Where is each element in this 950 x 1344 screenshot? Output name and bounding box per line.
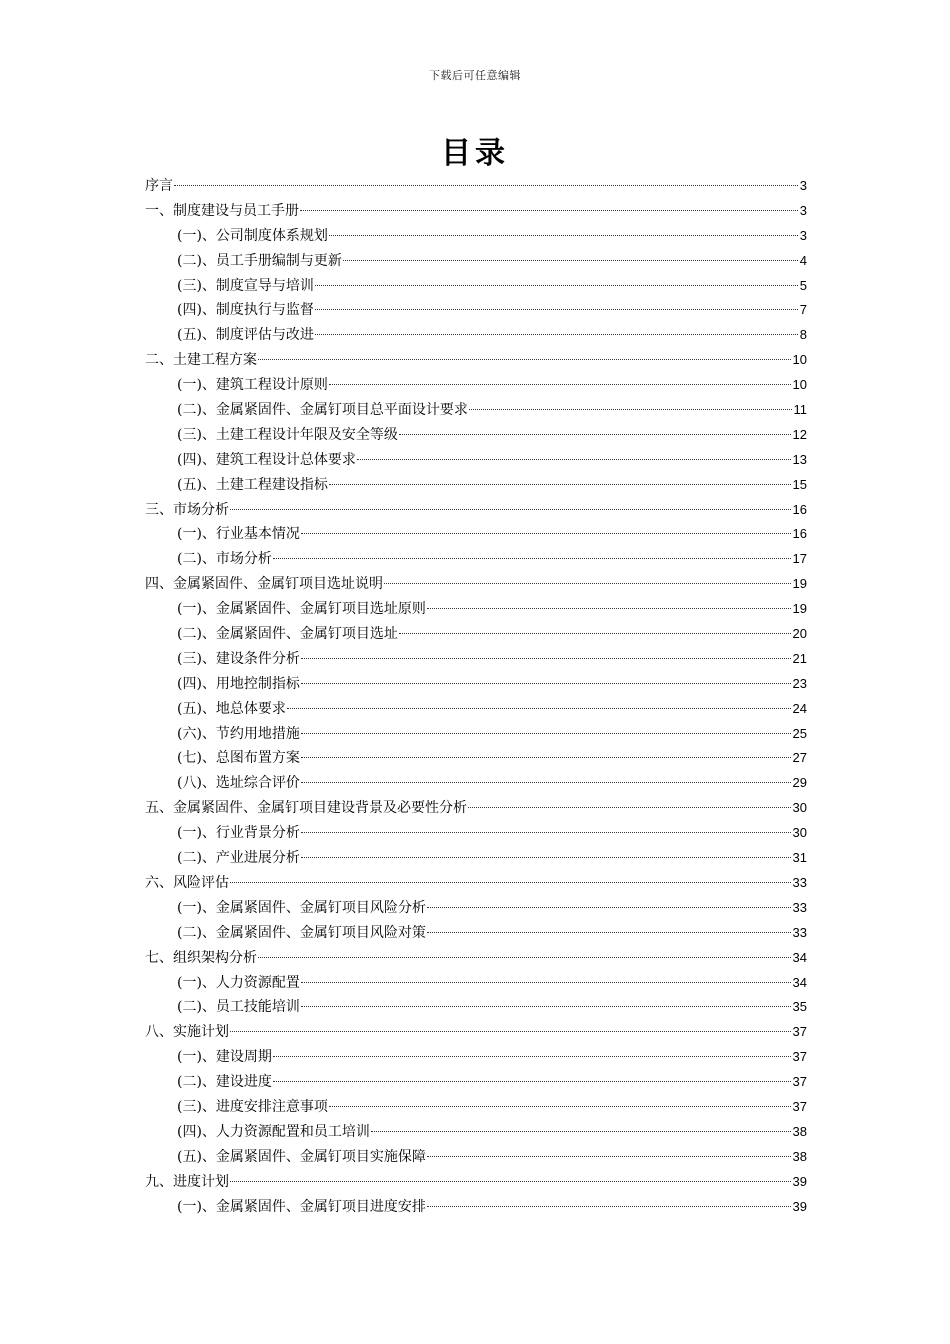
toc-entry-page-number: 15	[792, 476, 807, 492]
toc-entry[interactable]	[145, 298, 807, 323]
toc-entry-title: 四、金属紧固件、金属钉项目选址说明	[145, 576, 383, 593]
toc-entry-page-number: 16	[792, 526, 807, 542]
dot-leader	[230, 882, 791, 883]
toc-entry-title: (一)、金属紧固件、金属钉项目选址原则	[177, 601, 426, 618]
dot-leader	[301, 982, 791, 983]
toc-entry[interactable]	[145, 622, 807, 647]
toc-entry-title: (二)、金属紧固件、金属钉项目选址	[177, 626, 398, 643]
dot-leader	[301, 782, 791, 783]
toc-entry-title: (一)、行业背景分析	[177, 825, 300, 842]
dot-leader	[258, 359, 791, 360]
toc-entry[interactable]	[145, 722, 807, 747]
toc-entry[interactable]	[145, 398, 807, 423]
dot-leader	[343, 260, 798, 261]
toc-entry-title: 九、进度计划	[145, 1173, 229, 1190]
toc-entry-title: (八)、选址综合评价	[177, 775, 300, 792]
dot-leader	[273, 1081, 791, 1082]
toc-entry[interactable]	[145, 672, 807, 697]
dot-leader	[357, 459, 791, 460]
toc-entry-title: (一)、行业基本情况	[177, 526, 300, 543]
toc-entry-title: (三)、建设条件分析	[177, 650, 300, 667]
dot-leader	[329, 1106, 791, 1107]
toc-entry[interactable]	[145, 796, 807, 821]
toc-entry[interactable]	[145, 224, 807, 249]
toc-entry-page-number: 30	[792, 825, 807, 841]
toc-entry[interactable]	[145, 323, 807, 348]
toc-entry[interactable]	[145, 249, 807, 274]
toc-entry-page-number: 31	[792, 850, 807, 866]
toc-entry-page-number: 37	[792, 1098, 807, 1114]
toc-entry-title: (二)、员工手册编制与更新	[177, 252, 342, 269]
toc-entry[interactable]	[145, 871, 807, 896]
toc-entry[interactable]	[145, 697, 807, 722]
toc-entry-title: (二)、金属紧固件、金属钉项目总平面设计要求	[177, 402, 468, 419]
toc-entry-title: 八、实施计划	[145, 1024, 229, 1041]
toc-entry-title: (七)、总图布置方案	[177, 750, 300, 767]
toc-entry-title: 七、组织架构分析	[145, 949, 257, 966]
toc-entry[interactable]	[145, 572, 807, 597]
toc-entry-page-number: 37	[792, 1074, 807, 1090]
toc-entry-page-number: 19	[792, 576, 807, 592]
toc-entry-title: 六、风险评估	[145, 874, 229, 891]
toc-entry-page-number: 33	[792, 899, 807, 915]
toc-entry-page-number: 21	[792, 650, 807, 666]
toc-entry-title: 一、制度建设与员工手册	[145, 202, 299, 219]
toc-entry[interactable]	[145, 522, 807, 547]
table-of-contents	[145, 174, 807, 1219]
toc-entry-page-number: 3	[799, 178, 807, 193]
toc-entry-title: 序言	[145, 178, 173, 194]
toc-entry-page-number: 5	[799, 277, 807, 293]
toc-entry-page-number: 3	[799, 227, 807, 243]
toc-entry[interactable]	[145, 423, 807, 448]
toc-entry-page-number: 37	[792, 1024, 807, 1040]
toc-entry[interactable]	[145, 971, 807, 996]
toc-entry-page-number: 35	[792, 999, 807, 1015]
toc-entry-page-number: 29	[792, 775, 807, 791]
dot-leader	[258, 957, 791, 958]
toc-entry-page-number: 38	[792, 1123, 807, 1139]
toc-entry[interactable]	[145, 946, 807, 971]
toc-entry-title: (五)、金属紧固件、金属钉项目实施保障	[177, 1148, 426, 1165]
dot-leader	[174, 185, 798, 186]
dot-leader	[301, 533, 791, 534]
toc-entry-title: (六)、节约用地措施	[177, 725, 300, 742]
toc-entry-page-number: 27	[792, 750, 807, 766]
toc-entry-title: (一)、建设周期	[177, 1049, 272, 1066]
toc-title: 目录	[441, 136, 509, 171]
dot-leader	[384, 583, 791, 584]
toc-entry[interactable]	[145, 1195, 807, 1220]
toc-entry-page-number: 33	[792, 874, 807, 890]
toc-entry-title: (四)、人力资源配置和员工培训	[177, 1123, 370, 1140]
dot-leader	[469, 409, 792, 410]
toc-entry[interactable]	[145, 821, 807, 846]
toc-entry-page-number: 20	[792, 626, 807, 642]
toc-entry-title: (三)、制度宣导与培训	[177, 277, 314, 294]
toc-entry[interactable]	[145, 1095, 807, 1120]
toc-entry-page-number: 13	[792, 451, 807, 467]
dot-leader	[315, 334, 798, 335]
toc-entry-title: (五)、地总体要求	[177, 700, 286, 717]
dot-leader	[301, 832, 791, 833]
toc-entry-title: (一)、人力资源配置	[177, 974, 300, 991]
toc-entry[interactable]	[145, 746, 807, 771]
toc-entry-title: (二)、建设进度	[177, 1074, 272, 1091]
toc-entry-title: (四)、用地控制指标	[177, 675, 300, 692]
dot-leader	[301, 857, 791, 858]
dot-leader	[315, 285, 798, 286]
toc-entry-page-number: 38	[792, 1148, 807, 1164]
toc-entry[interactable]	[145, 1170, 807, 1195]
toc-entry-page-number: 4	[799, 252, 807, 268]
dot-leader	[427, 608, 791, 609]
dot-leader	[301, 757, 791, 758]
dot-leader	[329, 484, 791, 485]
dot-leader	[301, 658, 791, 659]
toc-entry-page-number: 19	[792, 601, 807, 617]
toc-entry[interactable]	[145, 373, 807, 398]
toc-entry[interactable]	[145, 995, 807, 1020]
dot-leader	[300, 210, 798, 211]
toc-entry-page-number: 3	[799, 202, 807, 218]
toc-entry-title: 二、土建工程方案	[145, 352, 257, 369]
dot-leader	[427, 907, 791, 908]
toc-entry[interactable]	[145, 771, 807, 796]
toc-entry[interactable]	[145, 921, 807, 946]
toc-entry-page-number: 7	[799, 302, 807, 318]
dot-leader	[301, 1006, 791, 1007]
toc-entry-page-number: 34	[792, 974, 807, 990]
toc-entry-page-number: 39	[792, 1173, 807, 1189]
dot-leader	[230, 1031, 791, 1032]
toc-entry[interactable]	[145, 597, 807, 622]
toc-entry-page-number: 16	[792, 501, 807, 517]
dot-leader	[301, 683, 791, 684]
toc-entry-title: (三)、土建工程设计年限及安全等级	[177, 426, 398, 443]
toc-entry[interactable]	[145, 448, 807, 473]
dot-leader	[427, 932, 791, 933]
dot-leader	[399, 633, 791, 634]
dot-leader	[329, 384, 791, 385]
toc-entry-title: (一)、公司制度体系规划	[177, 227, 328, 244]
toc-entry-page-number: 10	[792, 377, 807, 393]
toc-entry-title: (四)、建筑工程设计总体要求	[177, 451, 356, 468]
dot-leader	[230, 509, 791, 510]
toc-entry-title: (二)、产业进展分析	[177, 850, 300, 867]
dot-leader	[427, 1206, 791, 1207]
toc-entry-title: (一)、金属紧固件、金属钉项目风险分析	[177, 899, 426, 916]
toc-entry[interactable]	[145, 1070, 807, 1095]
dot-leader	[273, 1056, 791, 1057]
dot-leader	[273, 558, 791, 559]
toc-entry-page-number: 8	[799, 327, 807, 343]
toc-entry[interactable]	[145, 846, 807, 871]
page-header: 下载后可任意编辑	[429, 69, 521, 82]
toc-entry-title: (四)、制度执行与监督	[177, 302, 314, 319]
toc-entry-title: (五)、土建工程建设指标	[177, 476, 328, 493]
dot-leader	[371, 1131, 791, 1132]
toc-entry-page-number: 17	[792, 551, 807, 567]
toc-entry-page-number: 10	[792, 352, 807, 368]
toc-entry-page-number: 39	[792, 1198, 807, 1214]
toc-entry[interactable]	[145, 174, 807, 199]
toc-entry-title: (二)、员工技能培训	[177, 999, 300, 1016]
toc-entry[interactable]	[145, 547, 807, 572]
dot-leader	[287, 708, 791, 709]
toc-entry-page-number: 25	[792, 725, 807, 741]
toc-entry-title: 三、市场分析	[145, 501, 229, 518]
toc-entry-title: (三)、进度安排注意事项	[177, 1098, 328, 1115]
toc-entry-page-number: 12	[792, 426, 807, 442]
dot-leader	[399, 434, 791, 435]
toc-entry-page-number: 30	[792, 800, 807, 816]
dot-leader	[301, 733, 791, 734]
toc-entry[interactable]	[145, 1120, 807, 1145]
toc-entry-title: (五)、制度评估与改进	[177, 327, 314, 344]
dot-leader	[427, 1156, 791, 1157]
toc-entry[interactable]	[145, 473, 807, 498]
dot-leader	[468, 807, 791, 808]
toc-entry[interactable]	[145, 199, 807, 224]
toc-entry[interactable]	[145, 896, 807, 921]
toc-entry-title: (一)、建筑工程设计原则	[177, 377, 328, 394]
toc-entry[interactable]	[145, 647, 807, 672]
toc-entry[interactable]	[145, 1045, 807, 1070]
dot-leader	[315, 309, 798, 310]
toc-entry-page-number: 11	[793, 402, 807, 418]
toc-entry-page-number: 37	[792, 1049, 807, 1065]
toc-entry-title: 五、金属紧固件、金属钉项目建设背景及必要性分析	[145, 800, 467, 817]
toc-entry-page-number: 24	[792, 700, 807, 716]
toc-entry[interactable]	[145, 1145, 807, 1170]
dot-leader	[230, 1181, 791, 1182]
toc-entry-page-number: 33	[792, 924, 807, 940]
toc-entry-title: (二)、市场分析	[177, 551, 272, 568]
toc-entry[interactable]	[145, 274, 807, 299]
dot-leader	[329, 235, 798, 236]
toc-entry[interactable]	[145, 1020, 807, 1045]
toc-entry-page-number: 34	[792, 949, 807, 965]
toc-entry-title: (一)、金属紧固件、金属钉项目进度安排	[177, 1198, 426, 1215]
toc-entry-page-number: 23	[792, 675, 807, 691]
toc-entry[interactable]	[145, 348, 807, 373]
toc-entry[interactable]	[145, 498, 807, 523]
toc-entry-title: (二)、金属紧固件、金属钉项目风险对策	[177, 924, 426, 941]
